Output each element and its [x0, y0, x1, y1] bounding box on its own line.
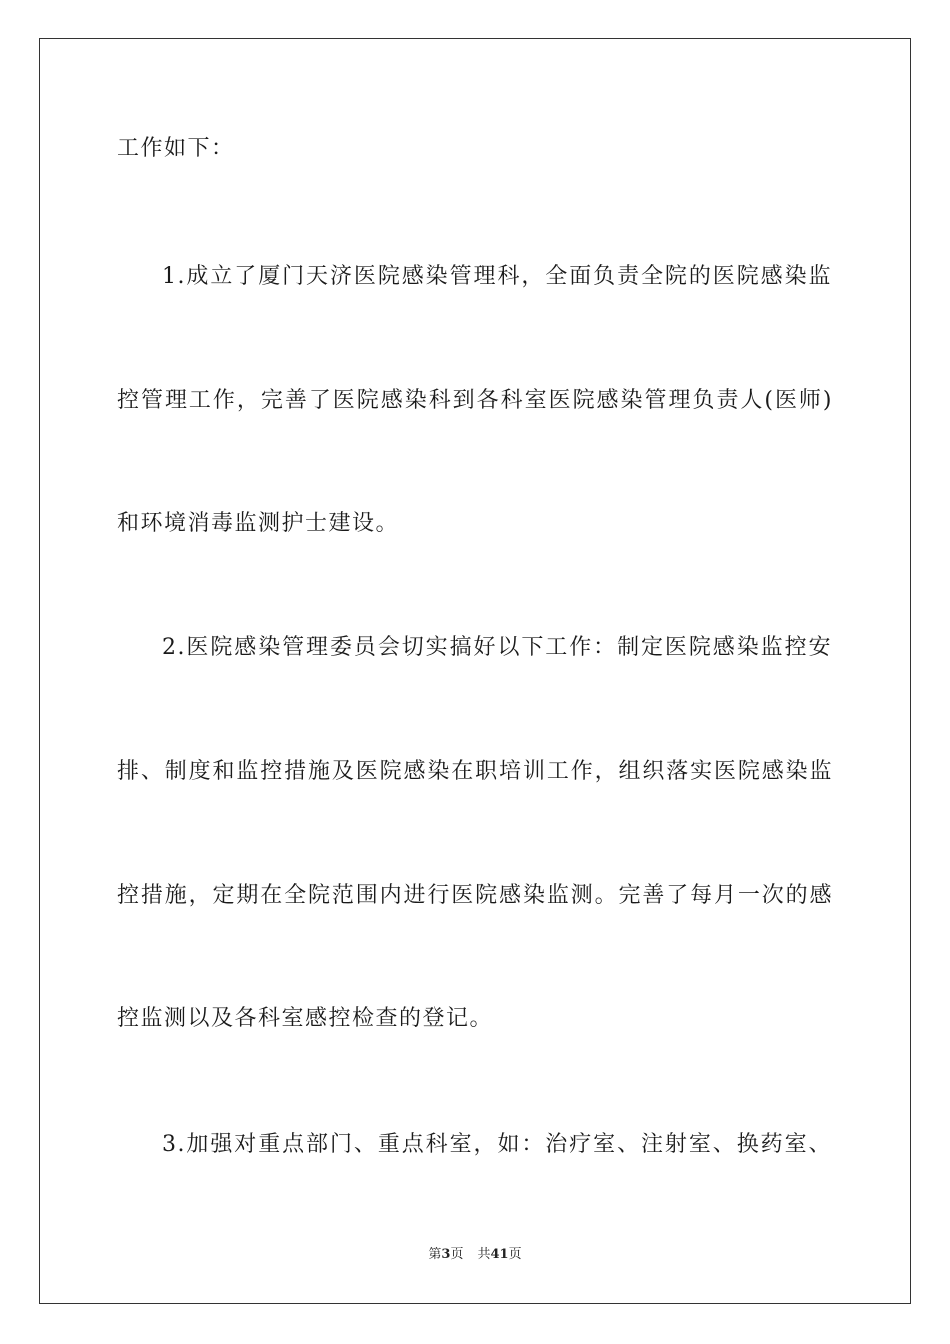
footer-page-prefix: 第: [428, 1247, 442, 1262]
text-line-8: 控监测以及各科室感控检查的登记。: [117, 1006, 494, 1031]
footer-total-suffix: 页: [508, 1247, 522, 1262]
page-footer: [0, 1246, 950, 1264]
footer-total-pages: 41: [490, 1247, 509, 1262]
text-line-1: 工作如下：: [117, 136, 235, 161]
footer-page-number: 3: [441, 1247, 451, 1262]
text-line-5: 2.医院感染管理委员会切实搞好以下工作：制定医院感染监控安: [162, 635, 832, 660]
footer-page-suffix: 页: [450, 1247, 464, 1262]
text-line-6: 排、制度和监控措施及医院感染在职培训工作，组织落实医院感染监: [117, 759, 833, 784]
footer-total-prefix: 共: [477, 1247, 491, 1262]
text-line-4: 和环境消毒监测护士建设。: [117, 511, 400, 536]
text-line-9: 3.加强对重点部门、重点科室，如：治疗室、注射室、换药室、: [162, 1132, 832, 1157]
page-border: [39, 38, 911, 1304]
text-line-2: 1.成立了厦门天济医院感染管理科，全面负责全院的医院感染监: [162, 264, 832, 289]
text-line-3: 控管理工作，完善了医院感染科到各科室医院感染管理负责人(医师): [117, 388, 833, 413]
text-line-7: 控措施，定期在全院范围内进行医院感染监测。完善了每月一次的感: [117, 883, 833, 908]
